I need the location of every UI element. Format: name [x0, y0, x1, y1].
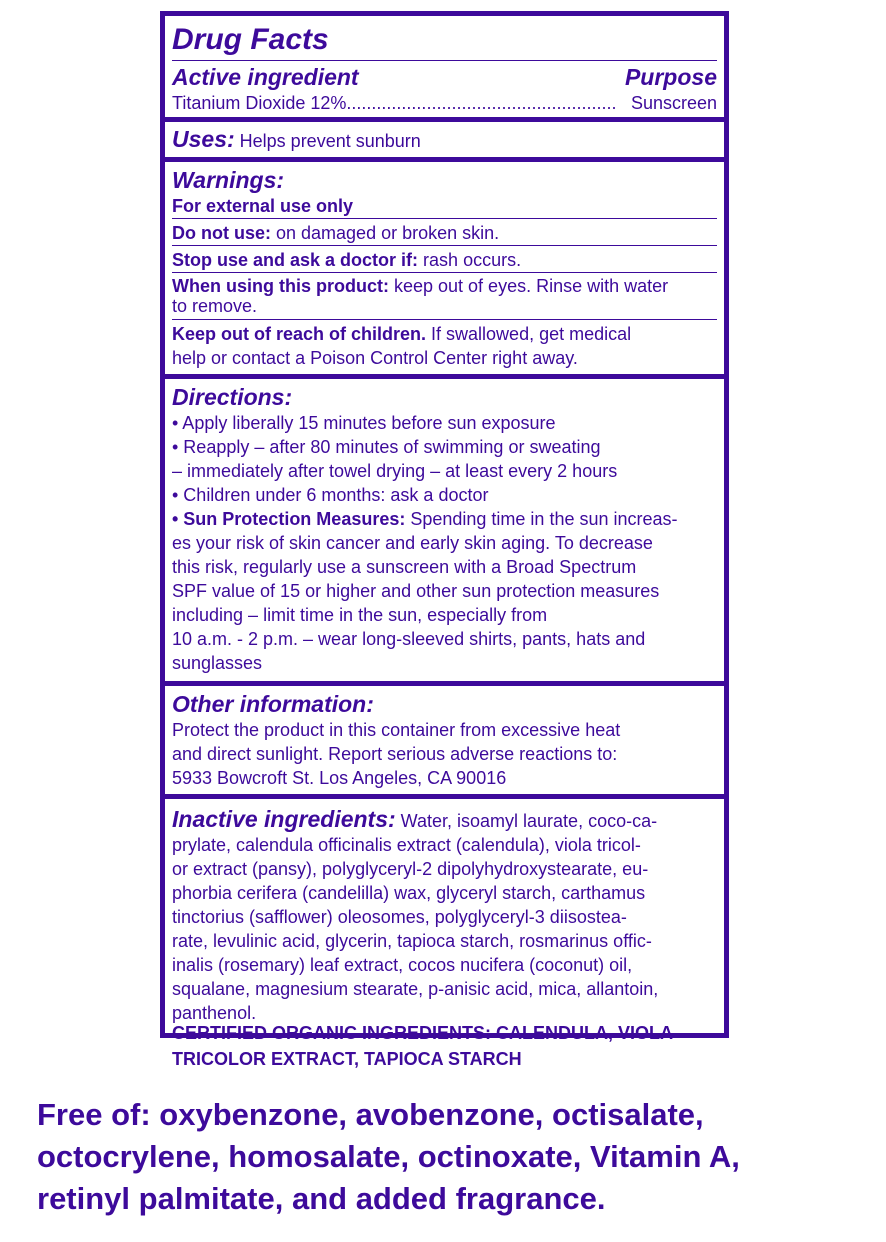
sun-protection-line: including – limit time in the sun, especially from [172, 605, 548, 625]
warning-first-line [172, 275, 717, 297]
other-info-line: Protect the product in this container from excessive heat [172, 720, 621, 740]
direction-line: • Reapply – after 80 minutes of swimming or sweating [172, 437, 601, 457]
drug-facts-title: Drug Facts [172, 23, 329, 56]
inactive-line: rate, levulinic acid, glycerin, tapioca starch, rosmarinus offic- [172, 931, 652, 951]
directions-label: Directions: [172, 384, 293, 410]
inactive-first-line [172, 805, 717, 833]
inactive-line: panthenol. [172, 1003, 257, 1023]
direction-line: – immediately after towel drying – at least every 2 hours [172, 461, 618, 481]
purpose: Sunscreen [630, 93, 717, 113]
other-info-line: 5933 Bowcroft St. Los Angeles, CA 90016 [172, 768, 507, 788]
warning-text-line: to remove. [172, 296, 258, 316]
inactive-label: Inactive ingredients: [172, 806, 396, 832]
uses-section [165, 117, 724, 157]
certified-line: CERTIFIED ORGANIC INGREDIENTS: CALENDULA, VIOLA [172, 1023, 674, 1043]
inactive-line: inalis (rosemary) leaf extract, cocos nucifera (coconut) oil, [172, 955, 633, 975]
direction-line: • Children under 6 months: ask a doctor [172, 485, 489, 505]
sun-protection-line: this risk, regularly use a sunscreen with a Broad Spectrum [172, 557, 637, 577]
sun-protection-line: sunglasses [172, 653, 263, 673]
inactive-line: tinctorius (safflower) oleosomes, polyglyceryl-3 diisostea- [172, 907, 627, 927]
warning-first-line [172, 322, 717, 346]
warnings-label: Warnings: [172, 167, 285, 193]
warning-item [172, 218, 717, 245]
sun-protection-text: Spending time in the sun increas- [405, 509, 678, 529]
inactive-line: prylate, calendula officinalis extract (calendula), viola tricol- [172, 835, 641, 855]
sun-protection-line: es your risk of skin cancer and early skin aging. To decrease [172, 533, 653, 553]
inactive-section [165, 794, 724, 1033]
inactive-text: Water, isoamyl laurate, coco-ca- [395, 811, 658, 831]
warning-item [172, 272, 717, 319]
sun-protection-line [172, 507, 717, 531]
warning-label: Do not use: [172, 223, 271, 243]
active-ingredient: Titanium Dioxide 12%...................................................... [172, 93, 617, 113]
other-info-section [165, 681, 724, 794]
uses-label: Uses: [172, 126, 235, 152]
purpose-header: Purpose [624, 64, 717, 90]
warning-first-line [172, 248, 717, 272]
warning-text: keep out of eyes. Rinse with water [388, 276, 669, 296]
warning-label: Keep out of reach of children. [172, 324, 427, 344]
warning-item [172, 245, 717, 272]
free-of-line: retinyl palmitate, and added fragrance. [37, 1181, 606, 1216]
external-use: For external use only [172, 196, 354, 216]
inactive-line: or extract (pansy), polyglyceryl-2 dipolyhydroxystearate, eu- [172, 859, 649, 879]
uses-text: Helps prevent sunburn [234, 131, 421, 151]
other-info-label: Other information: [172, 691, 374, 717]
sun-protection-line: SPF value of 15 or higher and other sun protection measures [172, 581, 660, 601]
active-ingredient-row [172, 91, 717, 117]
warning-item [172, 319, 717, 370]
warning-first-line [172, 221, 717, 245]
inactive-line: phorbia cerifera (candelilla) wax, glyceryl starch, carthamus [172, 883, 646, 903]
warning-text: If swallowed, get medical [426, 324, 632, 344]
title-section [165, 16, 724, 117]
active-ingredient-header: Active ingredient [172, 64, 359, 90]
certified-organic-note [172, 1020, 673, 1072]
free-of-statement [37, 1094, 740, 1220]
free-of-line: octocrylene, homosalate, octinoxate, Vitamin A, [37, 1139, 740, 1174]
warning-label: Stop use and ask a doctor if: [172, 250, 419, 270]
free-of-line: Free of: oxybenzone, avobenzone, octisalate, [37, 1097, 704, 1132]
direction-line: • Apply liberally 15 minutes before sun exposure [172, 413, 556, 433]
other-info-line: and direct sunlight. Report serious adverse reactions to: [172, 744, 618, 764]
divider [172, 60, 717, 61]
warnings-section [165, 157, 724, 374]
sun-protection-line: 10 a.m. - 2 p.m. – wear long-sleeved shirts, pants, hats and [172, 629, 646, 649]
warning-text: rash occurs. [418, 250, 522, 270]
warning-label: When using this product: [172, 276, 389, 296]
certified-line: TRICOLOR EXTRACT, TAPIOCA STARCH [172, 1049, 522, 1069]
directions-section [165, 374, 724, 681]
inactive-line: squalane, magnesium stearate, p-anisic acid, mica, allantoin, [172, 979, 659, 999]
active-header-row [172, 63, 717, 91]
sun-protection-label: • Sun Protection Measures: [172, 509, 406, 529]
drug-facts-panel [160, 11, 729, 1038]
warning-text: on damaged or broken skin. [271, 223, 500, 243]
warning-text-line: help or contact a Poison Control Center right away. [172, 348, 578, 368]
